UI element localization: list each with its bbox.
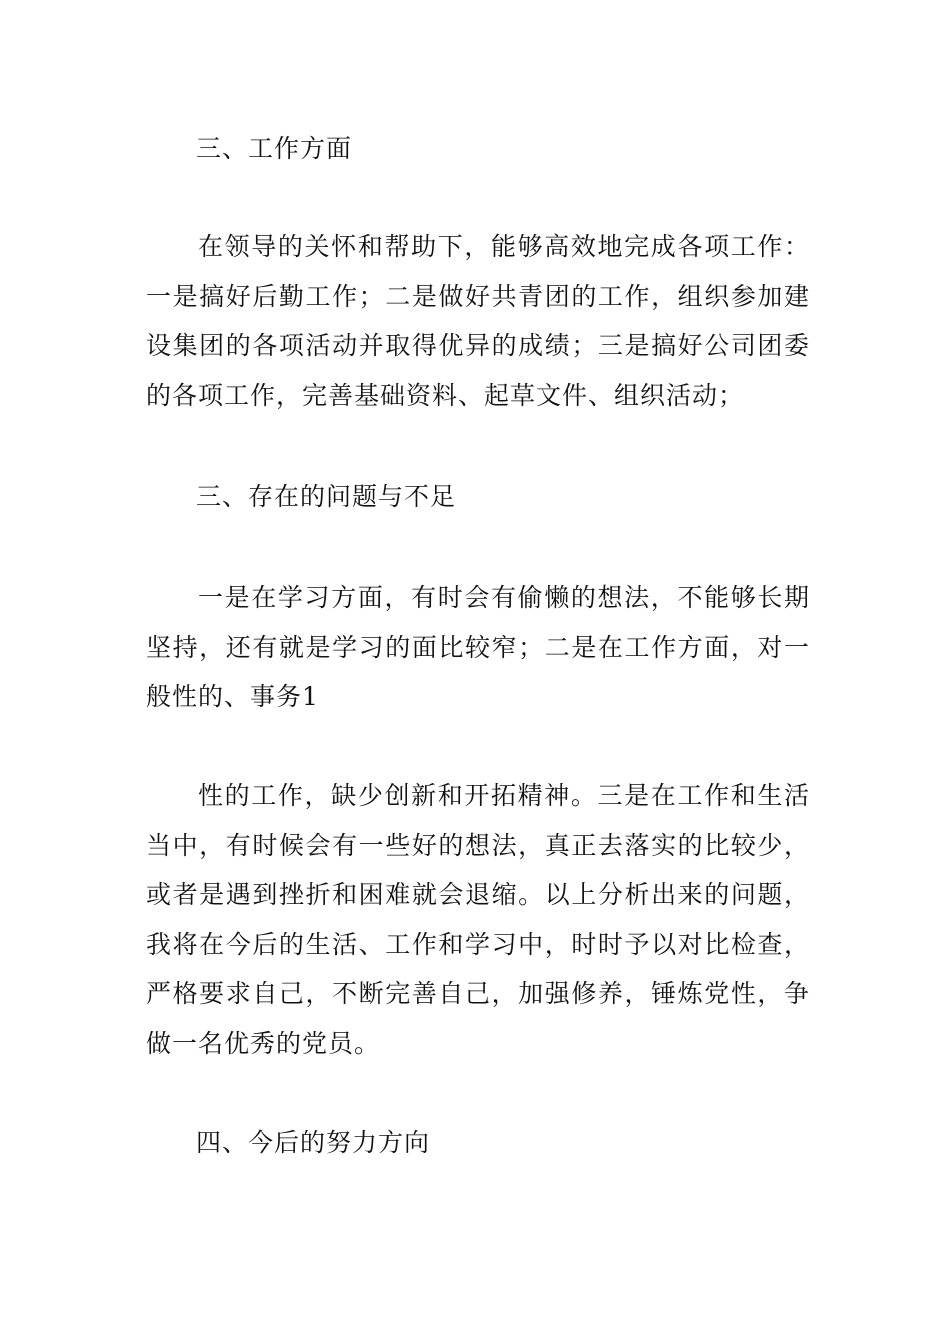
paragraph-work: 在领导的关怀和帮助下，能够高效地完成各项工作：一是搞好后勤工作；二是做好共青团的工作，组织参加建设集团的各项活动并取得优异的成绩；三是搞好公司团委的各项工作，完善基础资料、起草文件、组织活动； (146, 232, 810, 410)
section-heading-future-direction: 四、今后的努力方向 (196, 1128, 431, 1157)
paragraph-problems-continued: 性的工作，缺少创新和开拓精神。三是在工作和生活当中，有时候会有一些好的想法，真正去落实的比较少，或者是遇到挫折和困难就会退缩。以上分析出来的问题，我将在今后的生活、工作和学习中，时时予以对比检查，严格要求自己，不断完善自己，加强修养，锤炼党性，争做一名优秀的党员。 (146, 781, 810, 1058)
section-heading-work: 三、工作方面 (196, 134, 353, 163)
section-heading-problems: 三、存在的问题与不足 (196, 482, 457, 511)
paragraph-problems: 一是在学习方面，有时会有偷懒的想法，不能够长期坚持，还有就是学习的面比较窄；二是在工作方面，对一般性的、事务1 (146, 583, 810, 711)
